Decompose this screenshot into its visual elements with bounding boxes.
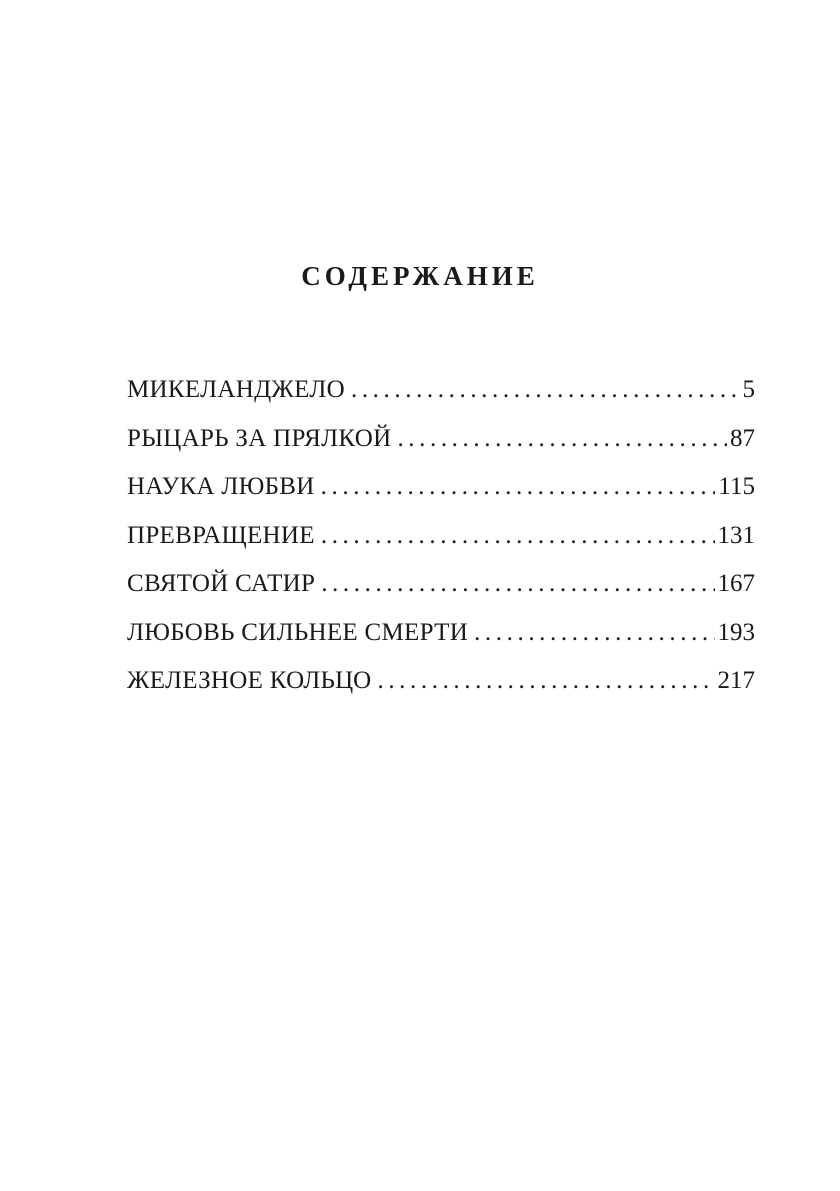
toc-entry-title: ЖЕЛЕЗНОЕ КОЛЬЦО <box>127 667 372 694</box>
toc-entry-page: 131 <box>717 521 755 549</box>
toc-dot-leader <box>377 661 714 701</box>
toc-entry <box>127 564 755 613</box>
toc-entry <box>127 613 755 662</box>
toc-entry-page: 167 <box>717 570 755 597</box>
toc-entry-page: 115 <box>718 473 755 500</box>
toc-entry-page: 87 <box>730 424 755 452</box>
toc-entry-title: РЫЦАРЬ ЗА ПРЯЛКОЙ <box>127 424 392 452</box>
toc-entry-page: 5 <box>742 376 755 403</box>
toc-entry <box>127 516 755 565</box>
toc-dot-leader <box>321 467 716 507</box>
toc-entry-page: 193 <box>717 618 755 646</box>
toc-dot-leader <box>351 370 740 410</box>
toc-entry <box>127 370 755 419</box>
toc-dot-leader <box>474 613 714 653</box>
toc-dot-leader <box>397 419 727 459</box>
toc-entry-title: ЛЮБОВЬ СИЛЬНЕЕ СМЕРТИ <box>127 618 469 646</box>
toc-entry-title: СВЯТОЙ САТИР <box>127 570 316 597</box>
toc-list <box>127 370 755 710</box>
toc-heading: СОДЕРЖАНИЕ <box>301 261 539 291</box>
toc-entry-title: НАУКА ЛЮБВИ <box>127 473 315 500</box>
toc-dot-leader <box>321 564 714 604</box>
toc-entry-title: ПРЕВРАЩЕНИЕ <box>127 521 315 549</box>
toc-entry <box>127 661 755 710</box>
toc-dot-leader <box>321 516 715 556</box>
toc-entry-page: 217 <box>717 667 755 694</box>
toc-entry <box>127 419 755 468</box>
toc-entry-title: МИКЕЛАНДЖЕЛО <box>127 376 345 403</box>
toc-entry <box>127 467 755 516</box>
